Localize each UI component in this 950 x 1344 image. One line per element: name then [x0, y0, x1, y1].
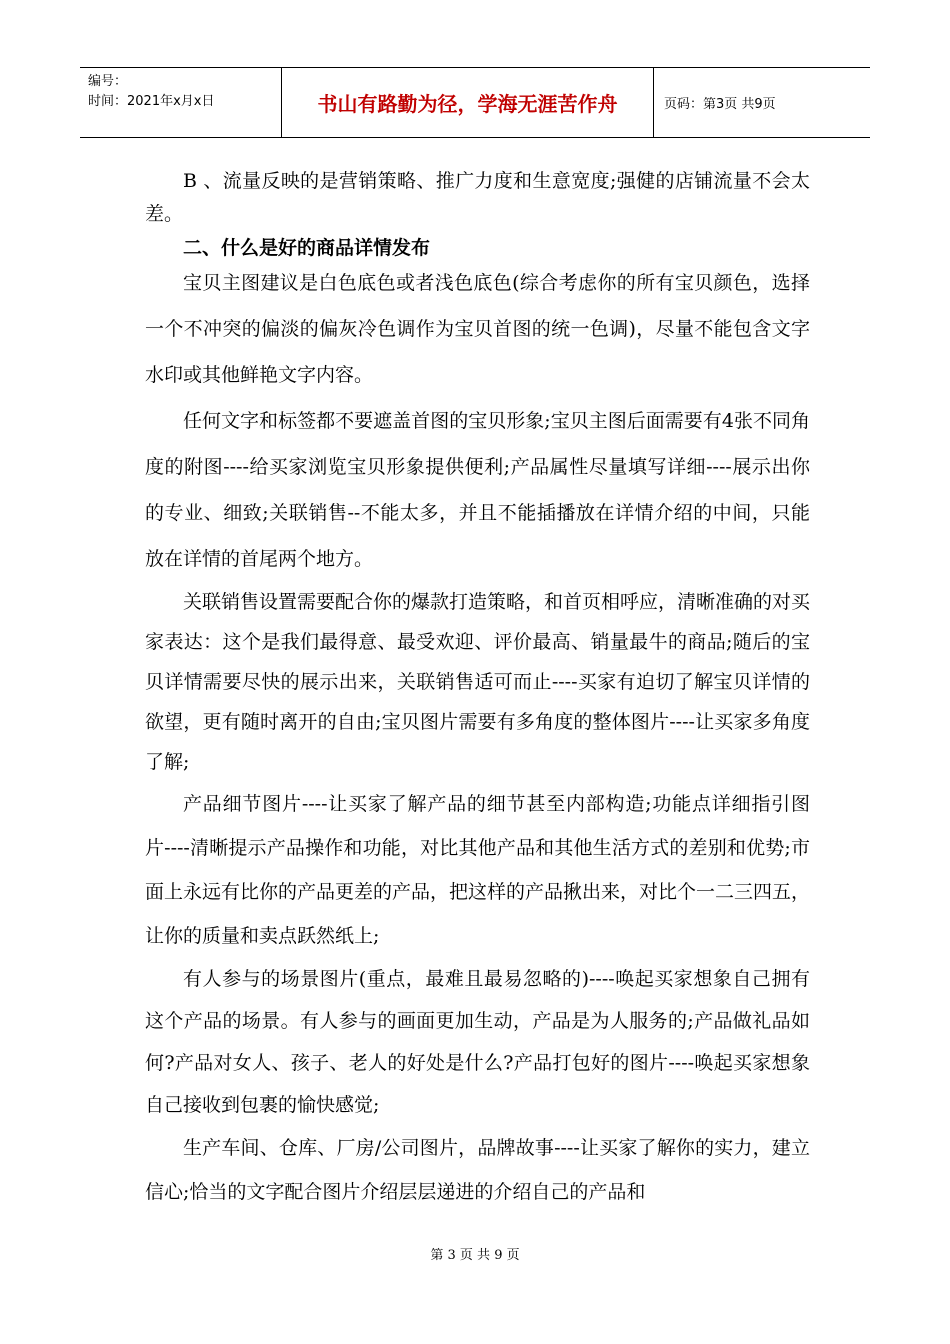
document-body: [145, 165, 810, 1214]
paragraph-3: 任何文字和标签都不要遮盖首图的宝贝形象;宝贝主图后面需要有4张不同角度的附图----给买家浏览宝贝形象提供便利;产品属性尽量填写详细----展示出你的专业、细致;关联销售--不能太多，并且不能插播放在详情介绍的中间，只能放在详情的首尾两个地方。: [145, 410, 810, 570]
paragraph-7: 生产车间、仓库、厂房/公司图片，品牌故事----让买家了解你的实力，建立信心;恰当的文字配合图片介绍层层递进的介绍自己的产品和: [145, 1137, 810, 1203]
paragraph-4: 关联销售设置需要配合你的爆款打造策略，和首页相呼应，清晰准确的对买家表达：这个是我们最得意、最受欢迎、评价最高、销量最牛的商品;随后的宝贝详情需要尽快的展示出来，关联销售适可而止----买家有迫切了解宝贝详情的欲望，更有随时离开的自由;宝贝图片需要有多角度的整体图片----让买家多角度了解;: [145, 591, 811, 773]
page-header: [80, 67, 870, 138]
page-footer: 第 3 页 共 9 页: [430, 1248, 520, 1263]
number-label: 编号：: [88, 74, 128, 89]
time-label: 时间：2021年x月x日: [88, 94, 215, 109]
paragraph-5: 产品细节图片----让买家了解产品的细节甚至内部构造;功能点详细指引图片----清晰提示产品操作和功能，对比其他产品和其他生活方式的差别和优势;市面上永远有比你的产品更差的产品，把这样的产品揪出来，对比个一二三四五，让你的质量和卖点跃然纸上;: [145, 793, 811, 947]
paragraph-6: 有人参与的场景图片(重点，最难且最易忽略的)----唤起买家想象自己拥有这个产品的场景。有人参与的画面更加生动，产品是为人服务的;产品做礼品如何?产品对女人、孩子、老人的好处是什么?产品打包好的图片----唤起买家想象自己接收到包裹的愉快感觉;: [145, 968, 810, 1116]
paragraph-2: 宝贝主图建议是白色底色或者浅色底色(综合考虑你的所有宝贝颜色，选择一个不冲突的偏淡的偏灰冷色调作为宝贝首图的统一色调)，尽量不能包含文字水印或其他鲜艳文字内容。: [145, 272, 810, 386]
section-heading: 二、什么是好的商品详情发布: [183, 237, 431, 259]
header-motto: 书山有路勤为径，学海无涯苦作舟: [282, 68, 654, 137]
header-meta: [80, 68, 282, 137]
paragraph-1: B 、流量反映的是营销策略、推广力度和生意宽度;强健的店铺流量不会太差。: [145, 170, 810, 225]
header-page-info: 页码：第3页 共9页: [664, 97, 776, 112]
